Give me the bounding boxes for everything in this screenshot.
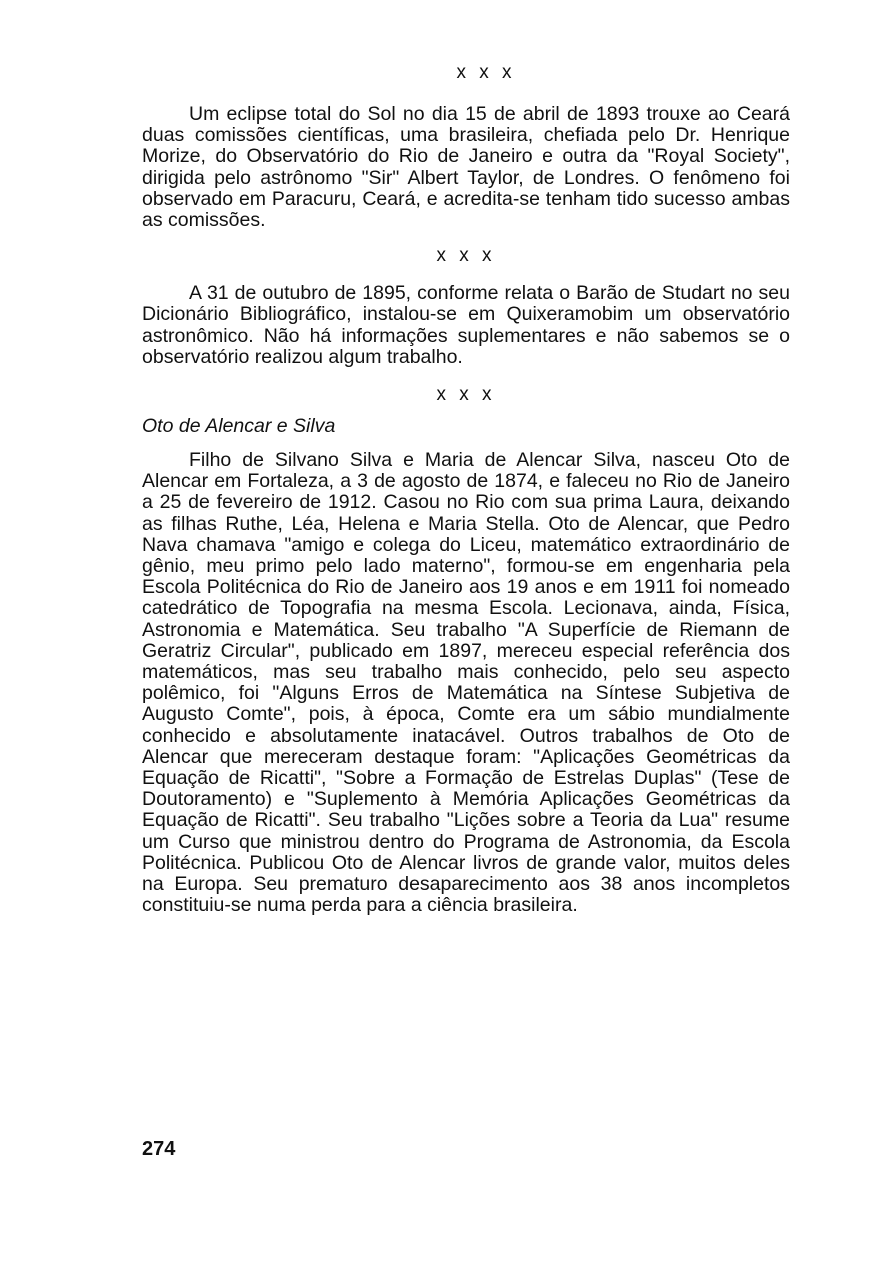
page-number: 274 — [142, 1138, 176, 1160]
section-separator: x x x — [436, 245, 496, 267]
section-separator: x x x — [436, 384, 496, 406]
section-separator: x x x — [456, 62, 516, 83]
section-heading: Oto de Alencar e Silva — [142, 415, 336, 438]
page-body — [142, 60, 790, 917]
paragraph-observatorio: A 31 de outubro de 1895, conforme relata o Barão de Studart no seu Dicionário Bibliográfico, instalou-se em Quixeramobim um observatório astronômico. Não há informações suplementares e não sabemos se o observatório realizou algum trabalho. — [142, 282, 790, 368]
paragraph-eclipse: Um eclipse total do Sol no dia 15 de abril de 1893 trouxe ao Ceará duas comissões científicas, uma brasileira, chefiada pelo Dr. Henrique Morize, do Observatório do Rio de Janeiro e outra da "Royal Society", dirigida pelo astrônomo "Sir" Albert Taylor, de Londres. O fenômeno foi observado em Paracuru, Ceará, e acredita-se tenham tido sucesso ambas as comissões. — [142, 103, 790, 232]
paragraph-biografia: Filho de Silvano Silva e Maria de Alencar Silva, nasceu Oto de Alencar em Fortaleza, a 3 de agosto de 1874, e faleceu no Rio de Janeiro a 25 de fevereiro de 1912. Casou no Rio com sua prima Laura, deixando as filhas Ruthe, Léa, Helena e Maria Stella. Oto de Alencar, que Pedro Nava chamava "amigo e colega do Liceu, matemático extraordinário de gênio, meu primo pelo lado materno", formou-se em engenharia pela Escola Politécnica do Rio de Janeiro aos 19 anos e em 1911 foi nomeado catedrático de Topografia na mesma Escola. Lecionava, ainda, Física, Astronomia e Matemática. Seu trabalho "A Superfície de Riemann de Geratriz Circular", publicado em 1897, mereceu especial referência dos matemáticos, mas seu trabalho mais conhecido, pelo seu aspecto polêmico, foi "Alguns Erros de Matemática na Síntese Subjetiva de Augusto Comte", pois, à época, Comte era um sábio mundialmente conhecido e absolutamente inatacável. Outros trabalhos de Oto de Alencar que mereceram destaque foram: "Aplicações Geométricas da Equação de Ricatti", "Sobre a Formação de Estrelas Duplas" (Tese de Doutoramento) e "Suplemento à Memória Aplicações Geométricas da Equação de Ricatti". Seu trabalho "Lições sobre a Teoria da Lua" resume um Curso que ministrou dentro do Programa de Astronomia, da Escola Politécnica. Publicou Oto de Alencar livros de grande valor, muitos deles na Europa. Seu prematuro desaparecimento aos 38 anos incompletos constituiu-se numa perda para a ciência brasileira. — [142, 449, 790, 917]
